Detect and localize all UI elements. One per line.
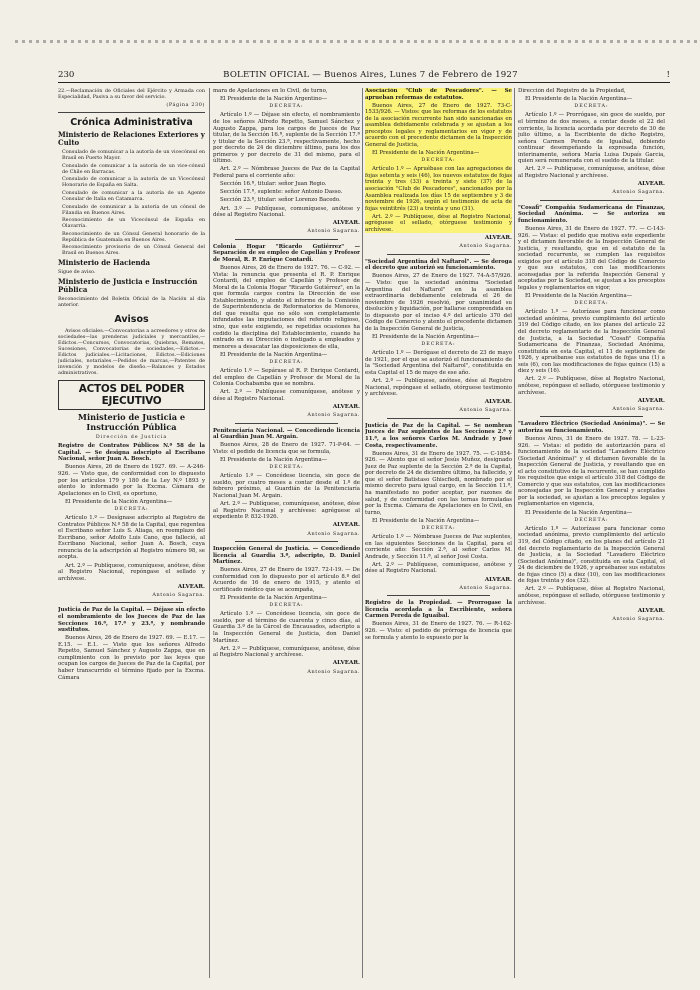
signature-sagarna: Antonio Sagarna. xyxy=(307,228,360,235)
relaciones-list xyxy=(58,149,205,256)
column-4 xyxy=(518,88,665,978)
decree-article: Art. 2.º — Publíquese comuníquese, anótese y dése al Registro Nacional. xyxy=(213,389,360,402)
presidente-line: El Presidente de la Nación Argentina— xyxy=(220,351,328,358)
signature-alvear: ALVEAR. xyxy=(637,181,665,188)
decree-heading: "Sociedad Argentina del Naftarol". — Se deroga el decreto que autorizó su funcionamiento. xyxy=(365,258,512,272)
signature-alvear: ALVEAR. xyxy=(484,576,512,583)
decreta-label: DECRETA: xyxy=(574,301,609,307)
decree-article: Artículo 1.º — Autorízase para funcionar como sociedad anónima, previo cumplimiento del artículo 319, del Código citado, en los planes del artículo 21 del decreto reglamentario de la Inspección General de Justicia, a la Sociedad "Lavadero Eléctrico (Sociedad Anónima)", constituida en esta Capital, el 24 de diciembre de 1926, y apruébanse sus estatutos de fojas cinco (5) a diez (10), con las modificaciones de fojas treinta y dos (32). xyxy=(518,525,665,585)
decree-preamble: Buenos Aires, 31 de Enero de 1927. 76. — R-162-926. — Visto: el pedido de prórroga de licencia que se formula y atento lo expuesto por la xyxy=(365,621,512,641)
decree-preamble: Buenos Aires, 31 de Enero de 1927. 78. — L-23-926. — Vistas: el pedido de autorización para el funcionamiento de la sociedad "Lavadero Eléctrico (Sociedad Anónima)" y el dictamen favorable de la Inspección General de Justicia, y resultando que en el acto constitutivo de la recurrente, se han cumplido los requisitos que exige el artículo 318 del Código de Comercio y que sus estatutos, con las modificaciones aconsejadas por la Inspección General y aceptadas por la sociedad, se ajustan a los preceptos legales y reglamentarios en vigencia, xyxy=(518,436,665,508)
signature-sagarna: Antonio Sagarna. xyxy=(307,412,360,419)
decreta-label: DECRETA: xyxy=(269,359,304,365)
column-separator xyxy=(514,88,515,978)
signature-sagarna: Antonio Sagarna. xyxy=(459,584,512,591)
decree-item: Sección 17.ª, suplente: señor Antonio Dasso. xyxy=(220,189,343,196)
decree-article: Art. 2.º — Publíquese, dése al Registro Nacional, anótese, repóngase el sellado, otórguese testimonio y archívese. xyxy=(518,586,665,606)
presidente-line: El Presidente de la Nación Argentina— xyxy=(525,293,633,300)
decree-article: Art. 2.º — Nómbrase Jueces de Paz de la Capital Federal para el corriente año: xyxy=(213,166,360,179)
decreta-label: DECRETA: xyxy=(421,525,456,531)
divider xyxy=(387,418,490,419)
section-actos-poder-ejecutivo: ACTOS DEL PODER EJECUTIVO xyxy=(58,380,205,410)
list-item: Consulado de comunicar a la autoría de un vice-cónsul de Chile en Barracas. xyxy=(62,162,205,175)
column-3 xyxy=(365,88,512,978)
decree-preamble: Buenos Aires, 28 de Enero de 1927. 71-P-64. — Visto: el pedido de licencia que se formula, xyxy=(213,442,360,455)
decree-article: Artículo 1.º — Nómbrase Jueces de Paz suplentes, en las siguientes Secciones de la Capital, para el corriente año: Sección 2.ª, al señor Carlos M. Andrade, y Sección 11.ª, al señor José Costa. xyxy=(365,534,512,560)
signature-sagarna: Antonio Sagarna. xyxy=(152,591,205,598)
list-item: Consulado de comunicar a la autoría de un Agente Consular de Italia en Catamarca. xyxy=(62,189,205,202)
divider xyxy=(540,200,643,201)
decree-heading: Registro de Contratos Públicos N.º 58 de la Capital. — Se designa adscripto al Escribano Nacional, señor Juan A. Bosch. xyxy=(58,443,205,463)
decree-article: Artículo 1.º — Autorízase para funcionar como sociedad anónima, previo cumplimiento del artículo 319 del Código citado, en los planes del artículo 22 del decreto reglamentario de la Inspección General de Justicia, a la Sociedad "Cosafi" Compañía Sudamericana de Finanzas, Sociedad Anónima, constituida en esta Capital, el 11 de septiembre de 1926, y apruébanse sus estatutos de fojas una (1) a seis (6), con las modificaciones de fojas quince (15) a diez y seis (16). xyxy=(518,309,665,375)
divider xyxy=(58,112,205,113)
divider xyxy=(235,239,338,240)
decree-article: Artículo 1.º — Sepárase al R. P. Enrique Contardi, del empleo de Capellán y Profesor de Moral de la Colonia Cochabamba que se nombra. xyxy=(213,368,360,388)
decree-item: Sección 23.ª, titular: señor Lorenzo Bacedo. xyxy=(220,197,341,204)
signature-alvear: ALVEAR. xyxy=(332,522,360,529)
presidente-line: El Presidente de la Nación Argentina— xyxy=(372,333,480,340)
presidente-line: El Presidente de la Nación Argentina— xyxy=(220,595,328,602)
decreta-label: DECRETA: xyxy=(421,158,456,164)
section-avisos: Avisos xyxy=(114,314,149,326)
decree-article: Art. 2.º — Publíquese, comuníquese, anótese, dése al Registro Nacional y archívese. xyxy=(518,166,665,179)
presidente-line: El Presidente de la Nación Argentina— xyxy=(372,517,480,524)
presidente-line: El Presidente de la Nación Argentina— xyxy=(372,150,480,157)
top-rule xyxy=(15,40,700,43)
decree-article: Artículo 1.º — Desígnase adscripto al Registro de Contratos Públicos N.º 58 de la Capital, que regentea el Escribano señor Luis S. Aliaga, en reemplazo del Escribano, señor Adolfo Luis Cano, que falleció, al Escribano Nacional, señor Juan A. Bosch, cuya renuncia de la adscripción al Registro número 98, se acepta. xyxy=(58,515,205,561)
decree-heading: "Cosafi" Compañía Sudamericana de Finanzas, Sociedad Anónima. — Se autoriza su funcionamiento. xyxy=(518,204,665,224)
direccion-heading: Dirección de Justicia xyxy=(95,435,168,441)
divider xyxy=(235,541,338,542)
decree-continuation: mara de Apelaciones en lo Civil, de turno, xyxy=(213,88,328,94)
decree-preamble: Buenos Aires, 31 de Enero de 1927. 75. — C-1854-926. — Atento que el señor Jesús Muñoz, designado Juez de Paz suplente de la Sección 2.ª de la Capital, por decreto de 24 de diciembre último, ha fallecido, y que el señor Batistaso Ghiscfiedi, nombrado por el mismo decreto para igual cargo, en la Sección 11.ª, ha manifestado no poder aceptar, por razones de salud, y de conformidad con las ternas formuladas por la Excma. Cámara de Apelaciones en lo Civil, en turno, xyxy=(365,450,512,516)
signature-alvear: ALVEAR. xyxy=(484,399,512,406)
decree-article: Art. 2.º — Publíquese, anótese, dése al Registro Nacional, repóngase el sellado, otórguese testimonio y archívese. xyxy=(365,378,512,398)
decree-article: Art. 2.º — Publíquese, dése al Registro Nacional, anótese, repóngase el sellado, otórguese testimonio y archívese. xyxy=(518,376,665,396)
avisos-text: Avisos oficiales.—Convocatorias a acreedores y otros de sociedades—las prenderas judiciales y mercantiles,—Edictos.—Concursos, Convocatorias, Quiebras, Remates, Sucesiones, Convocatorias de sociedades,—Edictos.—Edictos judiciales.—Licitaciones, Edictos.—Ediciones judiciales, notariales.—Pedidos de marcas,—Patentes de invención y modelos de diseño.—Balances y Estados administrativos. xyxy=(58,328,205,377)
divider xyxy=(80,602,183,603)
column-2 xyxy=(213,88,360,978)
signature-alvear: ALVEAR. xyxy=(637,607,665,614)
highlighted-decree xyxy=(365,88,512,233)
decreta-label: DECRETA: xyxy=(574,517,609,523)
divider xyxy=(540,416,643,417)
signature-alvear: ALVEAR. xyxy=(637,397,665,404)
decreta-label: DECRETA: xyxy=(421,342,456,348)
signature-sagarna: Antonio Sagarna. xyxy=(459,407,512,414)
list-item: Reconocimiento provisorio de un Cónsul General del Brasil en Buenos Aires. xyxy=(62,244,205,257)
divider xyxy=(387,595,490,596)
decree-article: Art. 3.º — Publíquese, comuníquese, anótese y dése al Registro Nacional. xyxy=(213,205,360,219)
column-separator xyxy=(209,88,210,978)
decree-heading: Justicia de Paz de la Capital. — Se nombran Jueces de Paz suplentes de las Secciones 2.ª y 11.ª, a los señores Carlos M. Andrade y José Costa, respectivamente. xyxy=(365,422,512,449)
decree-article: Art. 2.º — Publíquese, comuníquese, anótese y dése al Registro Nacional. xyxy=(365,561,512,575)
decree-article: Artículo 1.º — Apruébase con las agregaciones de fojas setenta y seis (46), los nuevos estatutos de fojas treinta y tres (33) a treinta y siete (37) de la asociación "Club de Pescadores", sancionados por la Asamblea realizada los días 15 de septiembre y 3 de noviembre de 1926, según el testimonio de acta de fojas veintitrés (23) a treinta y uno (31). xyxy=(365,166,512,212)
decree-heading: Justicia de Paz de la Capital. — Déjase sin efecto el nombramiento de los Jueces de Paz de las Secciones 16.ª, 17.ª y 23.ª, y nombrando sustitutos. xyxy=(58,607,205,634)
ministry-relaciones: Ministerio de Relaciones Exteriores y Culto xyxy=(58,130,205,148)
presidente-line: El Presidente de la Nación Argentino— xyxy=(220,96,328,103)
presidente-line: El Presidente de la Nación Argentina— xyxy=(525,509,633,516)
signature-sagarna: Antonio Sagarna. xyxy=(612,189,665,196)
column-separator xyxy=(362,88,363,978)
decree-article: Art. 2.º — Publíquese, comuníquese, anótese, dése al Registro Nacional y archívese: agréguese al expediente P. 832-1926. xyxy=(213,501,360,521)
list-item: Reconocimiento del Boletín Oficial de la Nación al día anterior. xyxy=(58,296,205,309)
decree-preamble: Buenos Aires, 26 de Enero de 1927. 76. — C-92. — Vista: la renuncia que presenta el R. P. Enrique Contardi, del empleo de Capellán y Profesor de Moral de la Colonia Hogar "Ricardo Gutiérrez", en la que formula cargos contra la Dirección de ese Establecimiento, y atento el informe de la Comisión de Superintendencia de Reformatorios de Menores, del que resulta que no sólo son completamente infundados las imputaciones del referido religioso, sino, que este exigiendo, se repetidas ocasiones ha cedido la disciplina del Establecimiento, cuando ha entrado en su Dirección o instigado a empleados y menores a desacatar las disposiciones de ella, xyxy=(213,265,360,350)
section-cronica: Crónica Administrativa xyxy=(70,117,193,129)
list-item: Consulado de comunicar a la autoría de un vicecónsul en Brasil en Puerto Mayor. xyxy=(62,149,205,162)
decree-preamble: Buenos Aires, 26 de Enero de 1927. 69. — E.17. — E.15. — E.1. — Visto que los señores Alfredo Repetto, Samuel Sánchez y Augusto Zappa, que en cumplimiento con lo previsto por las leyes que ocupan los cargos de Jueces de Paz de la Capital, por haber transcurrido el término fijado por la Excma. Cámara xyxy=(58,635,205,681)
page-number: 230 xyxy=(58,70,75,80)
signature-alvear: ALVEAR. xyxy=(177,583,205,590)
signature-alvear: ALVEAR. xyxy=(484,235,512,242)
presidente-line: El Presidente de la Nación Argentina— xyxy=(65,498,173,505)
decree-article: Artículo 1.º — Concédese licencia, sin goce de sueldo, por cuatro meses a contar desde el 1.º de febrero próximo, al Guardián de la Penitenciaría Nacional Juan M. Argain. xyxy=(213,473,360,499)
list-item: Consulado de comunicar a la autoría de un cónsul de Filandia en Buenos Aires. xyxy=(62,203,205,216)
decree-article: Art. 2.º — Publíquese, comuníquese, anótese, dése al Registro Nacional y archívese. xyxy=(213,645,360,659)
decreta-label: DECRETA: xyxy=(269,465,304,471)
decreta-label: DECRETA: xyxy=(114,506,149,512)
divider xyxy=(235,423,338,424)
signature-alvear: ALVEAR. xyxy=(332,404,360,411)
decree-heading: Inspección General de Justicia. — Concediendo licencia al Guardia 3.º, adscripto, D. Daniel Martínez. xyxy=(213,546,360,566)
signature-alvear: ALVEAR. xyxy=(332,660,360,667)
signature-sagarna: Antonio Sagarna. xyxy=(307,530,360,537)
decreta-label: DECRETA: xyxy=(574,104,609,110)
decree-continuation: Dirección del Registro de la Propiedad, xyxy=(518,88,626,94)
signature-sagarna: Antonio Sagarna. xyxy=(459,243,512,250)
presidente-line: El Presidente de la Nación Argentina— xyxy=(220,457,328,464)
decree-article: Artículo 1.º — Prorrógase, sin goce de sueldo, por el término de dos meses, a contar desde el 22 del corriente, la licencia acordada por decreto de 30 de julio último, a la Escribiente de dicho Registro, señora Carmen Pereda de Iguaíbal, debiendo continuar desempeñando la expresada función, interinamente, señora María Luisa Dupaís Garcia, quien será remunerada con el sueldo de la titular. xyxy=(518,112,665,165)
decree-article: Art. 2.º — Publíquese, comuníquese, anótese, dése al Registro Nacional, repóngase el sellado y archívese. xyxy=(58,562,205,582)
page-header xyxy=(58,68,670,83)
decree-preamble: Buenos Aires, 27 de Enero de 1927. 73-C-1533/926. — Vistos: que las reformas de los estatutos de la asociación recurrente han sido sancionadas en asamblea debidamente celebrada y se ajustan a los preceptos legales y reglamentarios en vigor y de acuerdo con el precedente dictamen de la Inspección General de Justicia, xyxy=(365,102,512,148)
divider xyxy=(387,254,490,255)
column-1 xyxy=(58,88,205,978)
decree-heading: Colonia Hogar "Ricardo Gutiérrez" — Separación de su empleo de Capellán y Profesor de Moral, R. P. Enrique Contardi. xyxy=(213,243,360,263)
presidente-line: El Presidente de la Nación Argentina— xyxy=(525,96,633,103)
list-item: Reconocimiento de un Vicecónsul de España en Olavarría. xyxy=(62,217,205,230)
decree-preamble: Buenos Aires, 27 de Enero de 1927. 72-I-19. — De conformidad con lo dispuesto por el artículo 8.º del Acuerdo de 16 de enero de 1915, y atento el certificado médico que se acompaña, xyxy=(213,567,360,593)
signature-sagarna: Antonio Sagarna. xyxy=(612,615,665,622)
decree-heading: "Lavadero Eléctrico (Sociedad Anónima)". — Se autoriza su funcionamiento. xyxy=(518,421,665,434)
decreta-label: DECRETA: xyxy=(269,104,304,110)
ministry-justicia: Ministerio de Justicia e Instrucción Pública xyxy=(58,277,198,295)
decreta-label: DECRETA: xyxy=(269,603,304,609)
decree-item: Sección 16.ª, titular: señor Juan Regio. xyxy=(220,181,327,188)
list-item: Sigue de aviso. xyxy=(58,269,96,276)
header-end: ! xyxy=(666,70,670,80)
decree-article: Art. 2.º — Publíquese, dése al Registro Nacional, agréguese el sellado, otórguese testimonio y archívese. xyxy=(365,213,512,233)
decree-preamble: Buenos Aires, 31 de Enero de 1927. 77. — C-143-926. — Vistas: el pedido que motiva este expediente y el dictamen favorable de la Inspección General de Justicia, y resultando, que en el estatuto de la sociedad recurrente, se cumplen las requisitos exigidos por el artículo 318 del Código de Comercio y que sus estatutos, con las modificaciones aconsejadas por la referida Inspección General y aceptadas por la Sociedad, se ajustan a los preceptos legales y reglamentarios en vigor, xyxy=(518,226,665,291)
list-item: Reconocimiento de un Cónsul General honorario de la República de Guatemala en Buenos Aires. xyxy=(62,230,205,243)
index-note-ref: (Página 230) xyxy=(166,101,205,108)
decree-article: Artículo 1.º — Concédese licencia, sin goce de sueldo, por el término de cuarenta y cinco días, al Guardia 3.º de la Cárcel de Encausados, adscripto a la Inspección General de Justicia, don Daniel Martínez. xyxy=(213,611,360,644)
header-title: BOLETIN OFICIAL — Buenos Aires, Lunes 7 de Febrero de 1927 xyxy=(223,70,518,80)
decree-article: Artículo 1.º — Derógase el decreto de 23 de mayo de 1921, por el que se autorizó el funcionamiento de la "Sociedad Argentina del Naftarol", constituida en esta Capital el 15 de mayo de ese año. xyxy=(365,350,512,376)
ministry-justicia-heading: Ministerio de Justicia e Instrucción Pública xyxy=(77,412,186,432)
list-item: Consulado de comunicar a la autoría de un Vicecónsul Honorario de España en Salta. xyxy=(62,176,205,189)
decree-heading: Penitenciaría Nacional. — Concediendo licencia al Guardián Juan M. Argain. xyxy=(213,427,360,441)
decree-preamble: Buenos Aires, 26 de Enero de 1927. 69. — A-246-926. — Visto que, de conformidad con lo dispuesto por los artículos 179 y 180 de la Ley N.º 1893 y atento lo informado por la Excma. Cámara de Apelaciones en lo Civil, es oportuno, xyxy=(58,464,205,497)
signature-sagarna: Antonio Sagarna. xyxy=(612,405,665,412)
decree-preamble: Buenos Aires, 27 de Enero de 1927. 74-A-57/926. — Visto: que la sociedad anónima "Sociedad Argentina del Naftarol" en la asamblea extraordinaria debidamente celebrada el 26 de noviembre de 1926 resolvió, por unanimidad su disolución y liquidación, por hallarse comprendida en lo dispuesto por el inciso 4.º del artículo 370 del Código de Comercio y atento el precedente dictamen de la Inspección General de Justicia, xyxy=(365,273,512,332)
decree-article: Artículo 1.º — Déjase sin efecto, el nombramiento de los señores Alfredo Repetto, Samuel Sánchez y Augusto Zappa, para los cargos de Jueces de Paz titular, de la Sección 16.ª, suplente de la Sección 17.ª y titular de la Sección 23.ª, respectivamente, hecho por decreto de 24 de diciembre último, para los dos primeros y por decreto de 31 del mismo, para el último. xyxy=(213,112,360,165)
index-note: 22.—Reclamación de Oficiales del Ejército y Armada con Especialidad, Pasiva a su favor del servicio. xyxy=(58,88,205,100)
signature-alvear: ALVEAR. xyxy=(332,220,360,227)
decree-heading: Registro de la Propiedad. — Prorrogase la licencia acordada a la Escribiente, señora Carmen Pereda de Iguaíbal. xyxy=(365,600,512,620)
ministry-hacienda: Ministerio de Hacienda xyxy=(58,258,151,268)
signature-sagarna: Antonio Sagarna. xyxy=(307,668,360,675)
decree-heading: Asociación "Club de Pescadores". — Se aprueban reformas de estatutos. xyxy=(365,88,512,101)
